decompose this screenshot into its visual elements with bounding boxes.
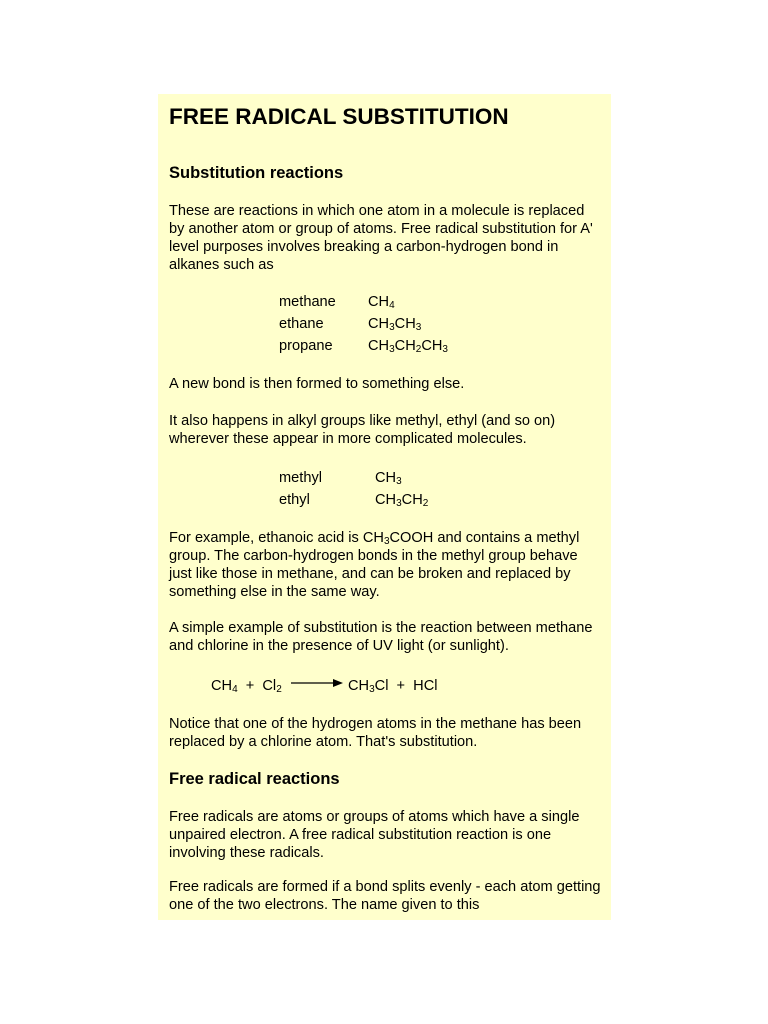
- alkane-name-propane: propane: [279, 338, 333, 354]
- alkane-formula-methane: $CH_4$: [368, 294, 395, 311]
- section-heading-free-radical: Free radical reactions: [169, 770, 340, 788]
- alkane-name-ethane: ethane: [279, 316, 324, 332]
- document-page: [158, 94, 611, 920]
- group-name-methyl: methyl: [279, 470, 322, 486]
- group-name-ethyl: ethyl: [279, 492, 310, 508]
- new-bond-paragraph: A new bond is then formed to something else.: [169, 376, 465, 392]
- alkyl-paragraph: It also happens in alkyl groups like methyl, ethyl (and so on) wherever these appear in more complicated molecules.: [169, 413, 556, 447]
- alkane-formula-propane: $CH_3CH_2CH_3$: [368, 338, 448, 355]
- group-formula-ethyl: $CH_3CH_2$: [375, 492, 429, 509]
- equation-reactants: $CH_4 + Cl_2$: [211, 678, 282, 695]
- group-formula-methyl: $CH_3$: [375, 470, 402, 487]
- alkane-formula-ethane: $CH_3CH_3$: [368, 316, 422, 333]
- page-title: FREE RADICAL SUBSTITUTION: [169, 104, 509, 129]
- section-heading-substitution: Substitution reactions: [169, 164, 344, 182]
- reaction-arrow-icon: [289, 678, 345, 690]
- intro-paragraph: These are reactions in which one atom in a molecule is replaced by another atom or group of atoms. Free radical substitution for A' level purposes involves breaking a carbon-hydrogen bond in alkanes such as: [169, 203, 593, 273]
- equation-products: $CH_3Cl$ + HCl: [348, 678, 438, 695]
- example-paragraph: For example, ethanoic acid is $CH_3COOH$ and contains a methyl group. The carbon-hydrogen bonds in the methyl group behave just like those in methane, and can be broken and replaced by something else in the same way.: [169, 530, 580, 600]
- notice-paragraph: Notice that one of the hydrogen atoms in the methane has been replaced by a chlorine atom. That's substitution.: [169, 716, 582, 750]
- alkane-name-methane: methane: [279, 294, 336, 310]
- free-radicals-paragraph: Free radicals are atoms or groups of atoms which have a single unpaired electron. A free radical substitution reaction is one involving these radicals.: [169, 809, 580, 861]
- free-radicals-formation-paragraph: Free radicals are formed if a bond splits evenly - each atom getting one of the two electrons. The name given to this: [169, 879, 601, 913]
- simple-example-paragraph: A simple example of substitution is the reaction between methane and chlorine in the presence of UV light (or sunlight).: [169, 620, 593, 654]
